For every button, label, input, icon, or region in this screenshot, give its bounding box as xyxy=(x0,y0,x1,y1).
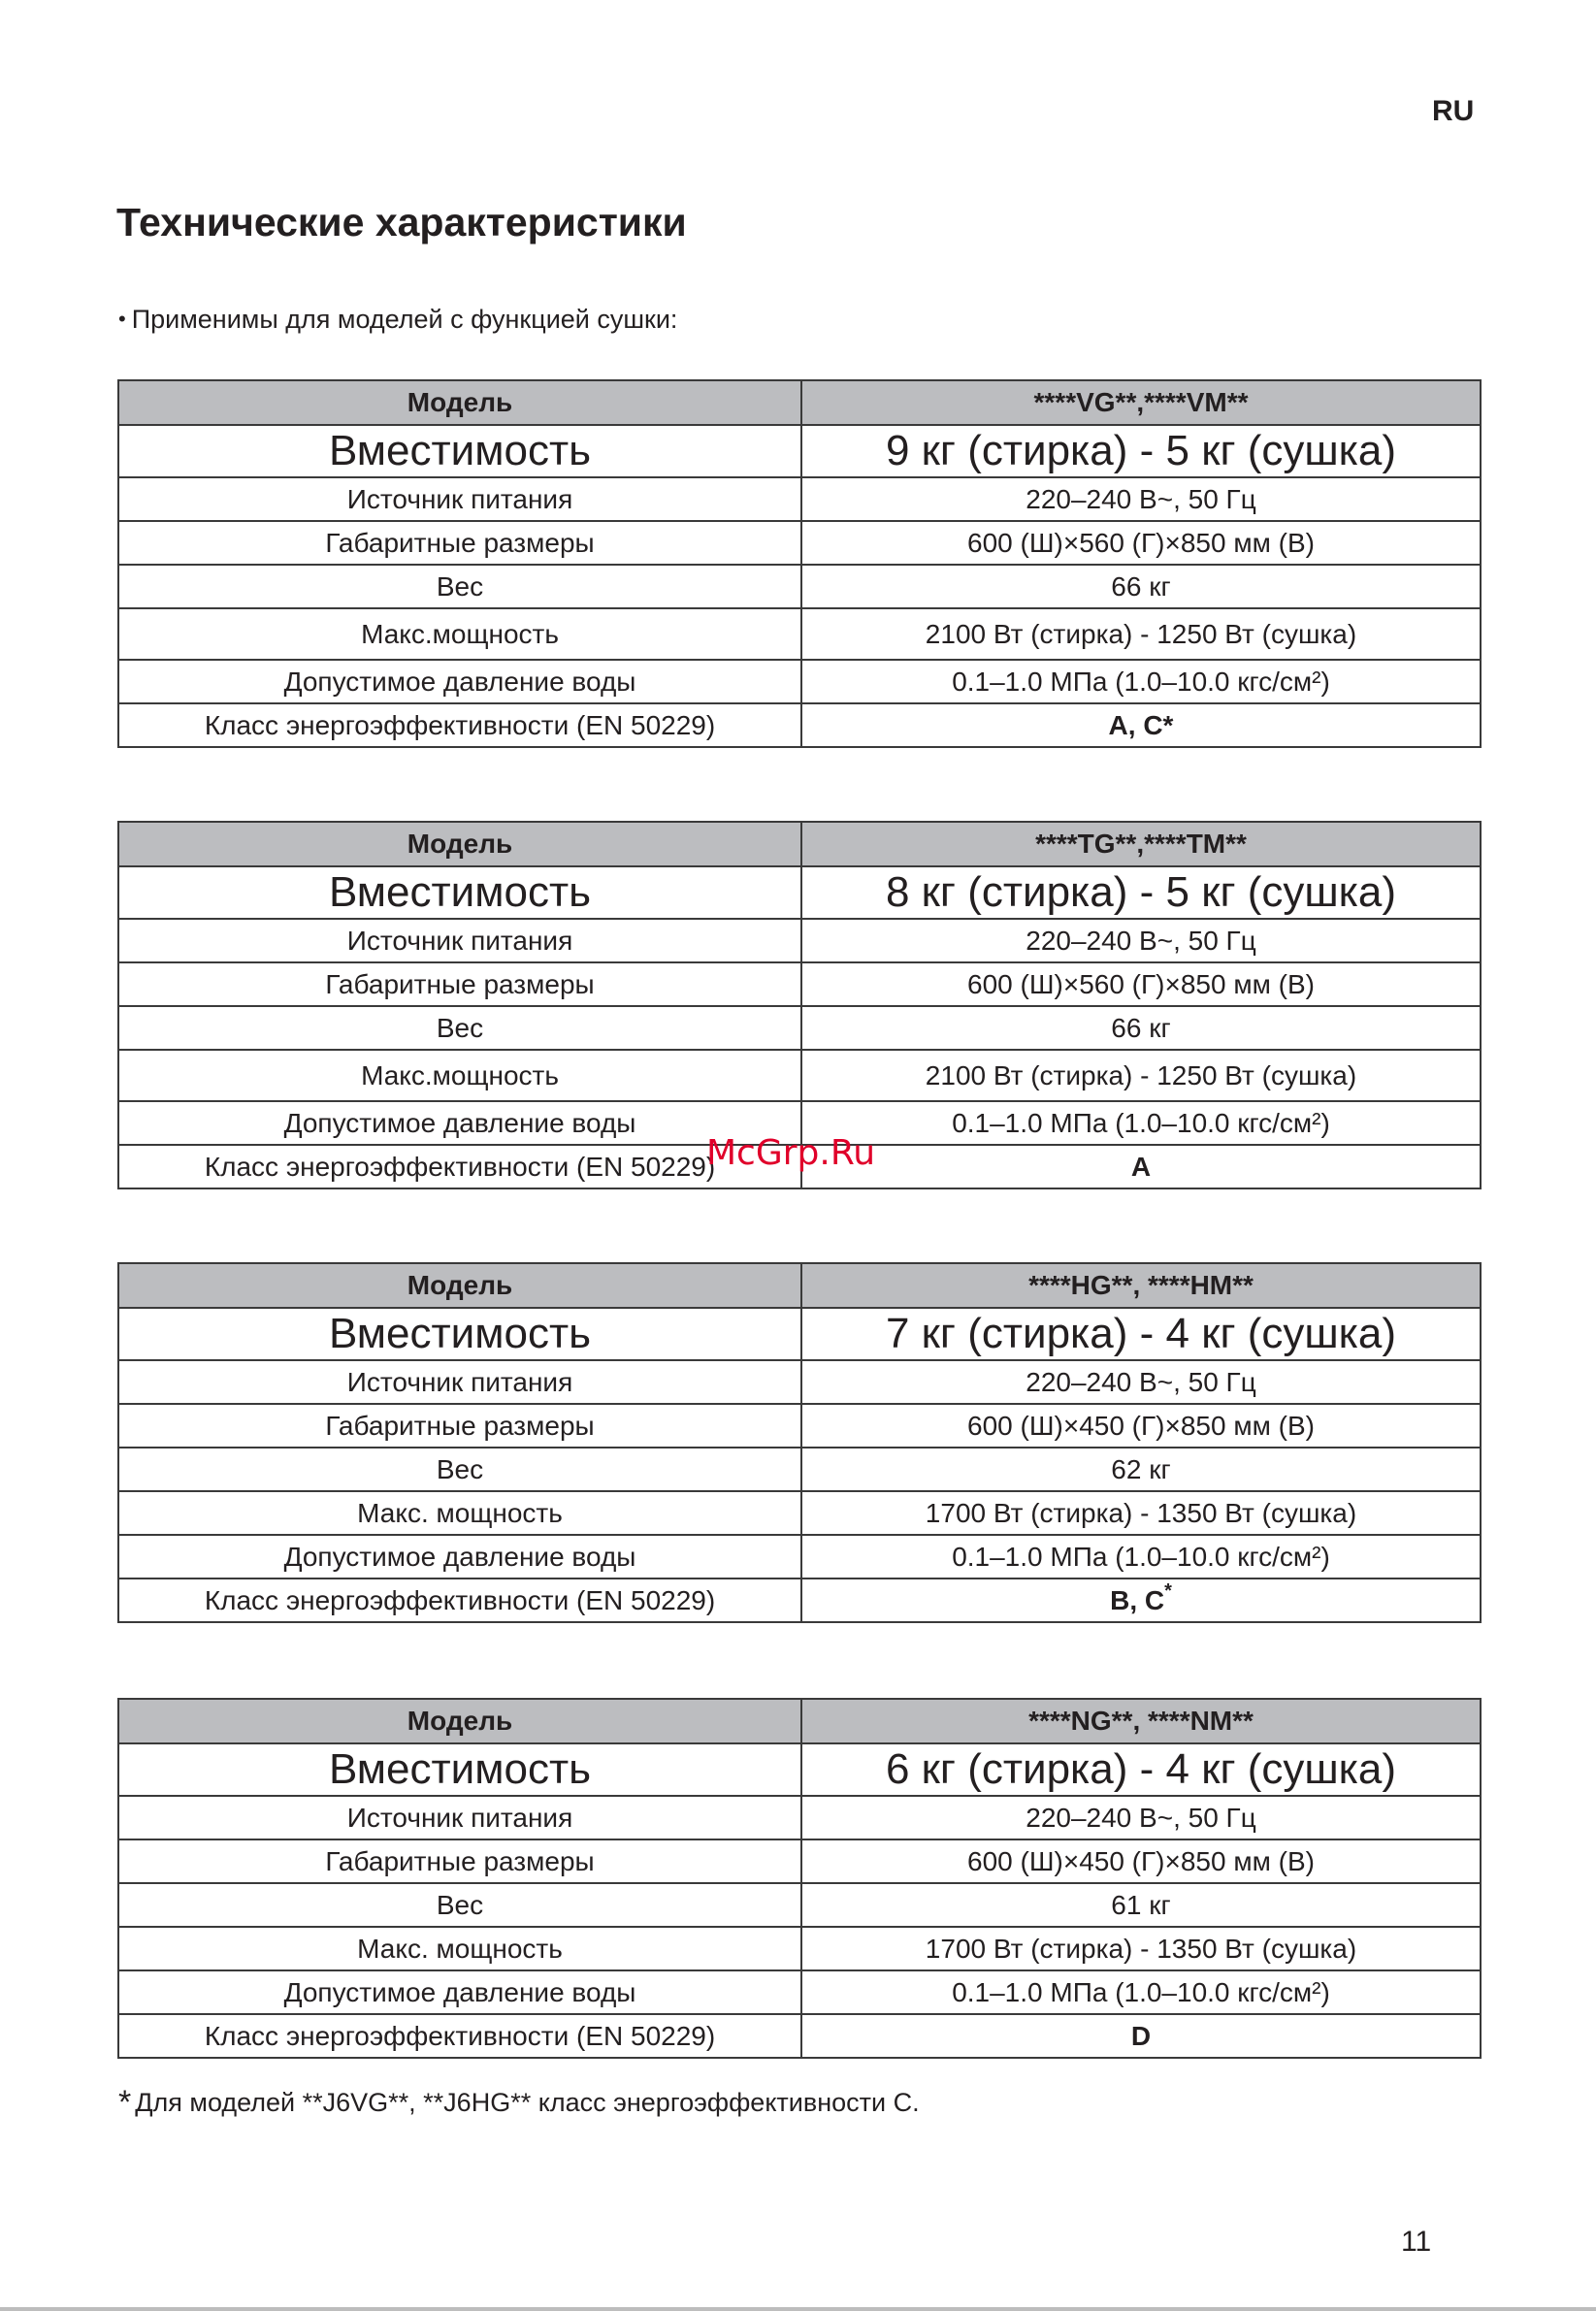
pressure-value: 0.1–1.0 МПа (1.0–10.0 кгс/см²) xyxy=(801,1970,1481,2014)
table-row xyxy=(118,1699,1481,1743)
weight-value: 62 кг xyxy=(801,1448,1481,1491)
page-title: Технические характеристики xyxy=(116,200,687,244)
bullet-icon: • xyxy=(118,307,126,331)
model-label: Модель xyxy=(118,1699,801,1743)
energy-value-cell xyxy=(801,1145,1481,1188)
power-value: 220–240 В~, 50 Гц xyxy=(801,919,1481,962)
pressure-value: 0.1–1.0 МПа (1.0–10.0 кгс/см²) xyxy=(801,1535,1481,1579)
capacity-label: Вместимость xyxy=(118,866,801,919)
table-row xyxy=(118,962,1481,1006)
weight-label: Вес xyxy=(118,1006,801,1050)
model-label: Модель xyxy=(118,1263,801,1308)
pressure-value: 0.1–1.0 МПа (1.0–10.0 кгс/см²) xyxy=(801,660,1481,703)
table-row xyxy=(118,2014,1481,2058)
maxpower-value: 2100 Вт (стирка) - 1250 Вт (сушка) xyxy=(801,1050,1481,1101)
weight-value: 61 кг xyxy=(801,1883,1481,1927)
table-row xyxy=(118,1535,1481,1579)
capacity-label: Вместимость xyxy=(118,1743,801,1796)
table-row xyxy=(118,1404,1481,1448)
capacity-value: 7 кг (стирка) - 4 кг (сушка) xyxy=(801,1308,1481,1360)
footnote-text: Для моделей **J6VG**, **J6HG** класс энергоэффективности C. xyxy=(135,2088,920,2117)
dims-label: Габаритные размеры xyxy=(118,1404,801,1448)
power-label: Источник питания xyxy=(118,1796,801,1839)
table-row xyxy=(118,1927,1481,1970)
energy-label: Класс энергоэффективности (EN 50229) xyxy=(118,1579,801,1622)
model-label: Модель xyxy=(118,822,801,866)
table-row xyxy=(118,1491,1481,1535)
table-row xyxy=(118,477,1481,521)
power-label: Источник питания xyxy=(118,1360,801,1404)
dims-value: 600 (Ш)×560 (Г)×850 мм (В) xyxy=(801,521,1481,565)
page-number: 11 xyxy=(1401,2226,1432,2258)
note-text: Применимы для моделей с функцией сушки: xyxy=(131,305,678,334)
model-value: ****TG**,****TM** xyxy=(801,822,1481,866)
weight-value: 66 кг xyxy=(801,565,1481,608)
model-value: ****NG**, ****NM** xyxy=(801,1699,1481,1743)
footnote-star: * xyxy=(118,2084,132,2121)
weight-value: 66 кг xyxy=(801,1006,1481,1050)
capacity-value: 8 кг (стирка) - 5 кг (сушка) xyxy=(801,866,1481,919)
language-code: RU xyxy=(1432,95,1475,127)
pressure-value: 0.1–1.0 МПа (1.0–10.0 кгс/см²) xyxy=(801,1101,1481,1145)
maxpower-label: Макс. мощность xyxy=(118,1927,801,1970)
table-row xyxy=(118,521,1481,565)
energy-label: Класс энергоэффективности (EN 50229) xyxy=(118,703,801,747)
table-row xyxy=(118,380,1481,425)
footnote xyxy=(118,2084,920,2126)
maxpower-value: 1700 Вт (стирка) - 1350 Вт (сушка) xyxy=(801,1491,1481,1535)
dims-label: Габаритные размеры xyxy=(118,962,801,1006)
table-row xyxy=(118,703,1481,747)
energy-value-cell xyxy=(801,2014,1481,2058)
pressure-label: Допустимое давление воды xyxy=(118,1535,801,1579)
model-value: ****HG**, ****HM** xyxy=(801,1263,1481,1308)
table-row xyxy=(118,660,1481,703)
capacity-value: 6 кг (стирка) - 4 кг (сушка) xyxy=(801,1743,1481,1796)
dims-value: 600 (Ш)×450 (Г)×850 мм (В) xyxy=(801,1404,1481,1448)
weight-label: Вес xyxy=(118,1883,801,1927)
watermark: McGrp.Ru xyxy=(706,1133,876,1173)
bottom-divider xyxy=(0,2307,1596,2311)
table-row xyxy=(118,608,1481,660)
maxpower-value: 2100 Вт (стирка) - 1250 Вт (сушка) xyxy=(801,608,1481,660)
table-row xyxy=(118,1308,1481,1360)
table-row xyxy=(118,822,1481,866)
table-row xyxy=(118,1050,1481,1101)
energy-value-cell xyxy=(801,1579,1481,1622)
energy-value: A xyxy=(1130,1151,1152,1182)
energy-value: B, C xyxy=(1110,1584,1165,1615)
table-row xyxy=(118,1006,1481,1050)
power-value: 220–240 В~, 50 Гц xyxy=(801,1360,1481,1404)
dims-value: 600 (Ш)×450 (Г)×850 мм (В) xyxy=(801,1839,1481,1883)
power-label: Источник питания xyxy=(118,919,801,962)
dims-value: 600 (Ш)×560 (Г)×850 мм (В) xyxy=(801,962,1481,1006)
table-row xyxy=(118,1743,1481,1796)
table-row xyxy=(118,1970,1481,2014)
table-row xyxy=(118,1839,1481,1883)
energy-value: D xyxy=(1130,2020,1152,2051)
energy-label: Класс энергоэффективности (EN 50229) xyxy=(118,1145,801,1188)
model-label: Модель xyxy=(118,380,801,425)
energy-footnote-mark: * xyxy=(1164,1579,1172,1602)
power-label: Источник питания xyxy=(118,477,801,521)
maxpower-value: 1700 Вт (стирка) - 1350 Вт (сушка) xyxy=(801,1927,1481,1970)
model-value: ****VG**,****VM** xyxy=(801,380,1481,425)
maxpower-label: Макс.мощность xyxy=(118,1050,801,1101)
energy-value: A, C* xyxy=(1108,709,1174,740)
table-row xyxy=(118,565,1481,608)
table-row xyxy=(118,1360,1481,1404)
table-row xyxy=(118,1579,1481,1622)
spec-table-ng xyxy=(117,1698,1482,2059)
maxpower-label: Макс. мощность xyxy=(118,1491,801,1535)
weight-label: Вес xyxy=(118,1448,801,1491)
power-value: 220–240 В~, 50 Гц xyxy=(801,477,1481,521)
weight-label: Вес xyxy=(118,565,801,608)
table-row xyxy=(118,425,1481,477)
capacity-label: Вместимость xyxy=(118,425,801,477)
dims-label: Габаритные размеры xyxy=(118,521,801,565)
table-row xyxy=(118,919,1481,962)
table-row xyxy=(118,1796,1481,1839)
applicability-note xyxy=(118,305,677,335)
pressure-label: Допустимое давление воды xyxy=(118,660,801,703)
pressure-label: Допустимое давление воды xyxy=(118,1970,801,2014)
power-value: 220–240 В~, 50 Гц xyxy=(801,1796,1481,1839)
table-row xyxy=(118,1263,1481,1308)
capacity-value: 9 кг (стирка) - 5 кг (сушка) xyxy=(801,425,1481,477)
table-row xyxy=(118,866,1481,919)
energy-label: Класс энергоэффективности (EN 50229) xyxy=(118,2014,801,2058)
table-row xyxy=(118,1448,1481,1491)
spec-table-hg xyxy=(117,1262,1482,1623)
energy-value-cell xyxy=(801,703,1481,747)
spec-table-vg xyxy=(117,379,1482,748)
dims-label: Габаритные размеры xyxy=(118,1839,801,1883)
table-row xyxy=(118,1883,1481,1927)
maxpower-label: Макс.мощность xyxy=(118,608,801,660)
capacity-label: Вместимость xyxy=(118,1308,801,1360)
pressure-label: Допустимое давление воды xyxy=(118,1101,801,1145)
